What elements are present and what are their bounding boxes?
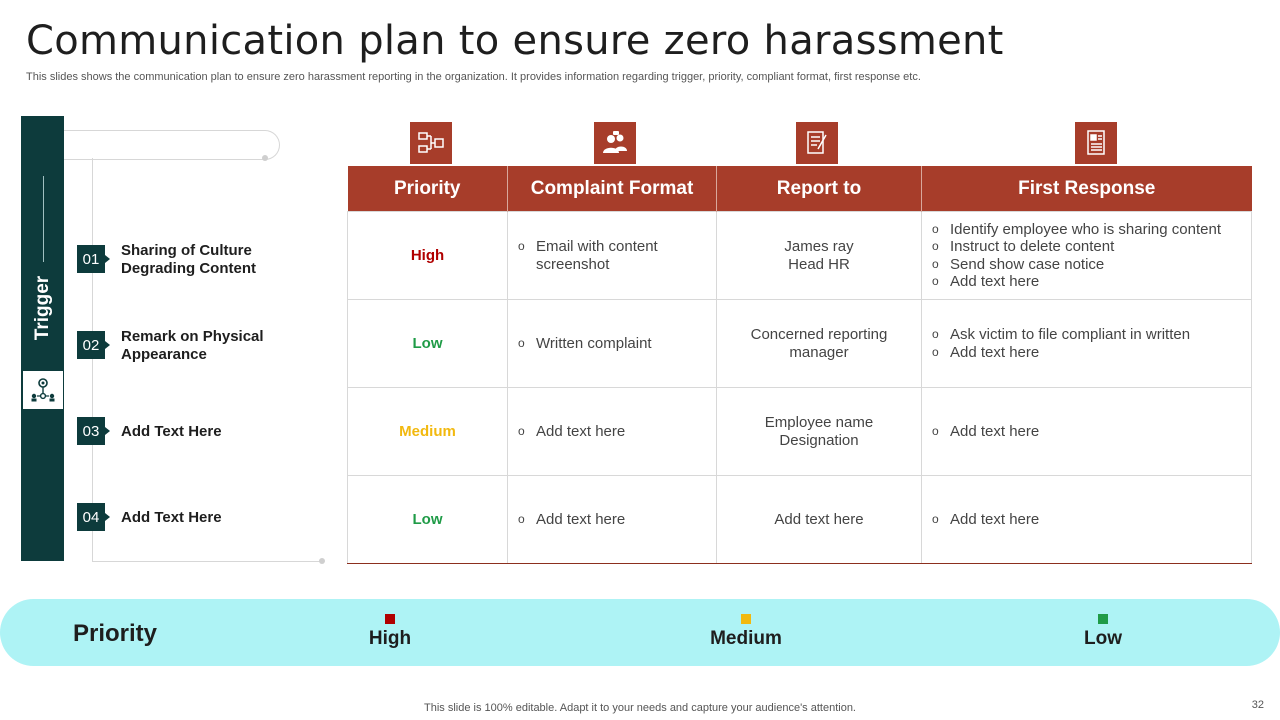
report-to-line: Add text here	[774, 510, 864, 528]
people-icon	[594, 122, 636, 164]
communication-plan-table	[347, 166, 1252, 564]
complaint-format-cell	[508, 212, 717, 300]
legend-label: Medium	[710, 628, 782, 649]
report-to-cell	[717, 476, 922, 564]
legend-item-high	[360, 614, 420, 650]
footer-note: This slide is 100% editable. Adapt it to your needs and capture your audience's attention.	[424, 702, 856, 714]
legend-title: Priority	[73, 620, 158, 647]
legend-item-low	[1073, 614, 1133, 650]
column-header-report-to: Report to	[717, 166, 922, 212]
chevron-right-icon	[105, 513, 110, 521]
chevron-right-icon	[105, 427, 110, 435]
table-row	[348, 388, 1252, 476]
bullet-item: o Add text here	[932, 344, 1241, 362]
legend-swatch-high	[385, 614, 395, 624]
legend-swatch-medium	[741, 614, 751, 624]
first-response-cell	[922, 388, 1252, 476]
priority-cell: Medium	[348, 388, 508, 476]
trigger-item-number: 04	[77, 503, 105, 531]
report-to-line: Employee name	[764, 413, 874, 431]
bullet-item: o Send show case notice	[932, 256, 1241, 274]
column-header-priority: Priority	[348, 166, 508, 212]
bullet-item: o Identify employee who is sharing content	[932, 221, 1241, 239]
legend-swatch-low	[1098, 614, 1108, 624]
report-to-line: Head HR	[788, 255, 850, 273]
trigger-item-number: 02	[77, 331, 105, 359]
legend-label: Low	[1084, 628, 1122, 649]
report-to-cell	[717, 388, 922, 476]
report-to-line: Concerned reporting manager	[750, 325, 888, 361]
chevron-right-icon	[105, 341, 110, 349]
column-header-first-response: First Response	[922, 166, 1252, 212]
report-to-cell	[717, 300, 922, 388]
bullet-item: o Ask victim to file compliant in written	[932, 326, 1241, 344]
trigger-item-text: Add Text Here	[121, 423, 222, 440]
page-number: 32	[1251, 699, 1264, 711]
complaint-format-cell	[508, 388, 717, 476]
trigger-item-2	[77, 328, 281, 364]
document-edit-icon	[796, 122, 838, 164]
bullet-item: o Email with content screenshot	[518, 238, 706, 273]
complaint-format-cell	[508, 476, 717, 564]
trigger-item-3	[77, 417, 281, 445]
connector-line-top	[64, 130, 280, 160]
first-response-cell	[922, 300, 1252, 388]
trigger-divider-line	[43, 176, 44, 262]
page-title: Communication plan to ensure zero harassment	[26, 18, 1004, 64]
table-row	[348, 476, 1252, 564]
network-people-icon	[22, 370, 64, 410]
connector-dot-bottom	[319, 558, 325, 564]
priority-cell: Low	[348, 300, 508, 388]
bullet-item: o Add text here	[932, 511, 1241, 529]
report-to-line: Designation	[779, 431, 859, 449]
trigger-item-text: Remark on Physical Appearance	[121, 328, 264, 363]
legend-item-medium	[700, 614, 792, 650]
priority-cell: Low	[348, 476, 508, 564]
trigger-item-1	[77, 242, 281, 278]
column-header-complaint-format: Complaint Format	[508, 166, 717, 212]
table-row	[348, 212, 1252, 300]
trigger-item-4	[77, 503, 281, 531]
table-header-row	[348, 166, 1252, 212]
first-response-cell	[922, 212, 1252, 300]
trigger-item-number: 01	[77, 245, 105, 273]
legend-label: High	[368, 628, 412, 649]
first-response-cell	[922, 476, 1252, 564]
trigger-item-text: Sharing of Culture Degrading Content	[121, 242, 256, 277]
bullet-item: o Add text here	[932, 423, 1241, 441]
bullet-item: o Instruct to delete content	[932, 238, 1241, 256]
report-to-cell	[717, 212, 922, 300]
trigger-label: Trigger	[32, 275, 54, 340]
bullet-item: o Add text here	[518, 423, 706, 441]
bullet-item: o Add text here	[518, 511, 706, 529]
bullet-item: o Add text here	[932, 273, 1241, 291]
complaint-format-cell	[508, 300, 717, 388]
page-subtitle: This slides shows the communication plan to ensure zero harassment reporting in the organization. It provides information regarding trigger, priority, compliant format, first response etc.	[26, 71, 921, 83]
bullet-item: o Written complaint	[518, 335, 706, 353]
report-to-line: James ray	[784, 237, 854, 255]
chevron-right-icon	[105, 255, 110, 263]
report-document-icon	[1075, 122, 1117, 164]
org-chart-icon	[410, 122, 452, 164]
trigger-item-text: Add Text Here	[121, 509, 222, 526]
priority-cell: High	[348, 212, 508, 300]
table-row	[348, 300, 1252, 388]
trigger-item-number: 03	[77, 417, 105, 445]
